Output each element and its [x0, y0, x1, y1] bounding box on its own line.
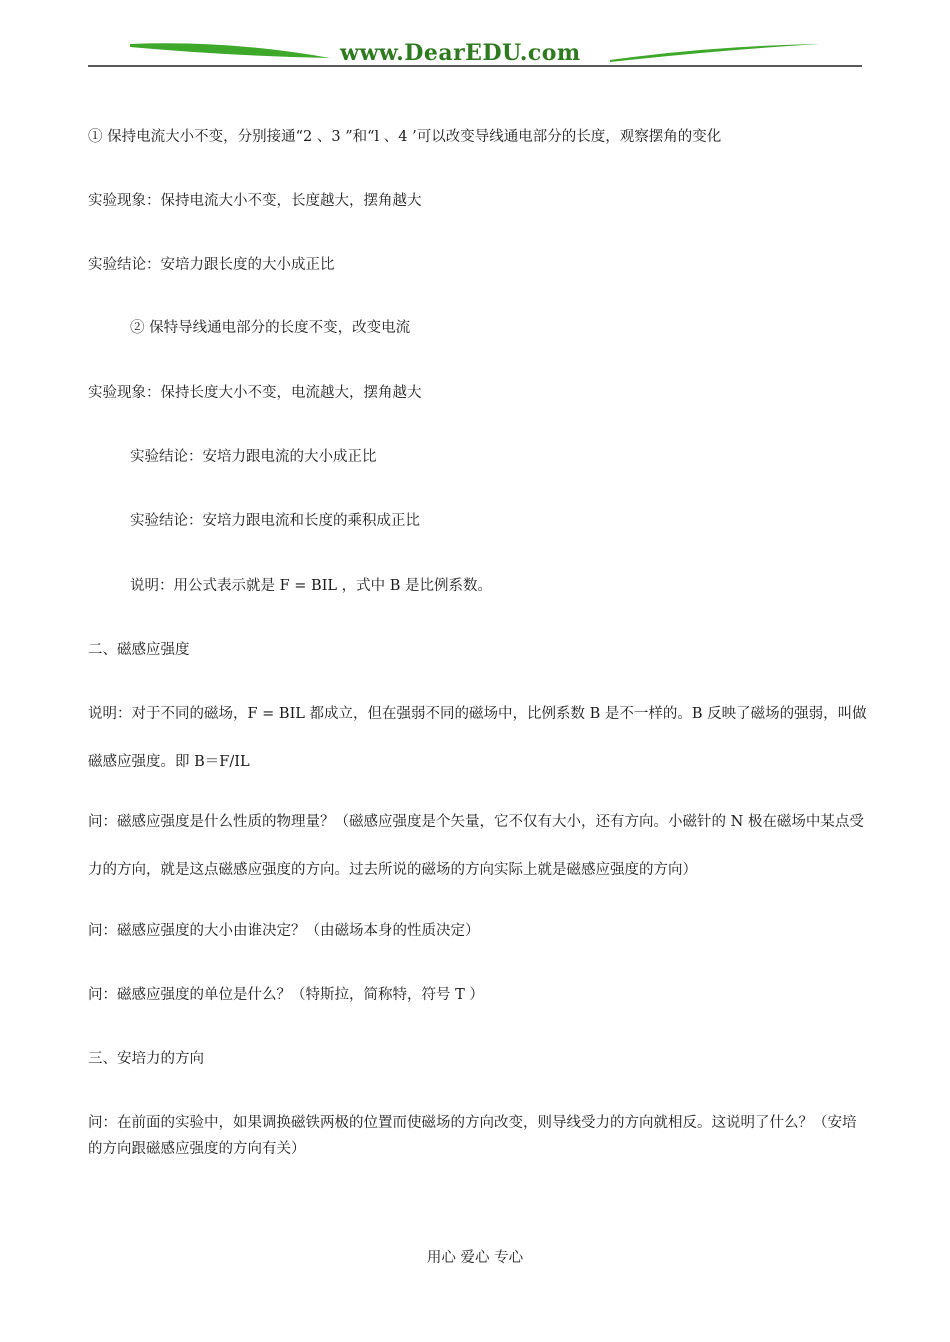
paragraph-conclusion-2: 实验结论：安培力跟电流的大小成正比	[130, 449, 377, 465]
page-footer: 用心 爱心 专心	[426, 1250, 524, 1266]
paragraph-step-1: ① 保持电流大小不变，分别接通“2 、3 ”和“l 、4 ’可以改变导线通电部分的长度，观察摆角的变化	[88, 129, 722, 145]
paragraph-formula-note: 说明：用公式表示就是 F = BIL ，式中 B 是比例系数。	[130, 578, 493, 594]
paragraph-phenomenon-2: 实验现象：保持长度大小不变，电流越大，摆角越大	[88, 385, 422, 401]
paragraph-b-nature: 问：磁感应强度是什么性质的物理量？（磁感应强度是个矢量，它不仅有大小，还有方向。小磁针的 N 极在磁场中某点受力的方向，就是这点磁感应强度的方向。过去所说的磁场的方向实际上就是磁感应强度的方向）	[88, 814, 864, 878]
paragraph-step-2: ② 保特导线通电部分的长度不变，改变电流	[130, 320, 411, 336]
paragraph-b-unit: 问：磁感应强度的单位是什么？（特斯拉，简称特，符号 T ）	[88, 987, 484, 1003]
site-logo: www.DearEDU.com	[340, 40, 581, 66]
paragraph-conclusion-1: 实验结论：安培力跟长度的大小成正比	[88, 257, 335, 273]
section-heading-2: 二、磁感应强度	[88, 642, 190, 658]
section-heading-3: 三、安培力的方向	[88, 1051, 204, 1067]
paragraph-b-magnitude: 问：磁感应强度的大小由谁决定？（由磁场本身的性质决定）	[88, 923, 480, 939]
paragraph-force-direction: 问：在前面的实验中，如果调换磁铁两极的位置而使磁场的方向改变，则导线受力的方向就相反。这说明了什么？（安培的方向跟磁感应强度的方向有关）	[88, 1115, 857, 1157]
page-header	[0, 0, 950, 80]
paragraph-b-definition: 说明：对于不同的磁场，F = BIL 都成立，但在强弱不同的磁场中，比例系数 B 是不一样的。B 反映了磁场的强弱，叫做磁感应强度。即 B＝F/IL	[88, 706, 867, 770]
paragraph-conclusion-3: 实验结论：安培力跟电流和长度的乘积成正比	[130, 513, 420, 529]
paragraph-phenomenon-1: 实验现象：保持电流大小不变，长度越大，摆角越大	[88, 193, 422, 209]
